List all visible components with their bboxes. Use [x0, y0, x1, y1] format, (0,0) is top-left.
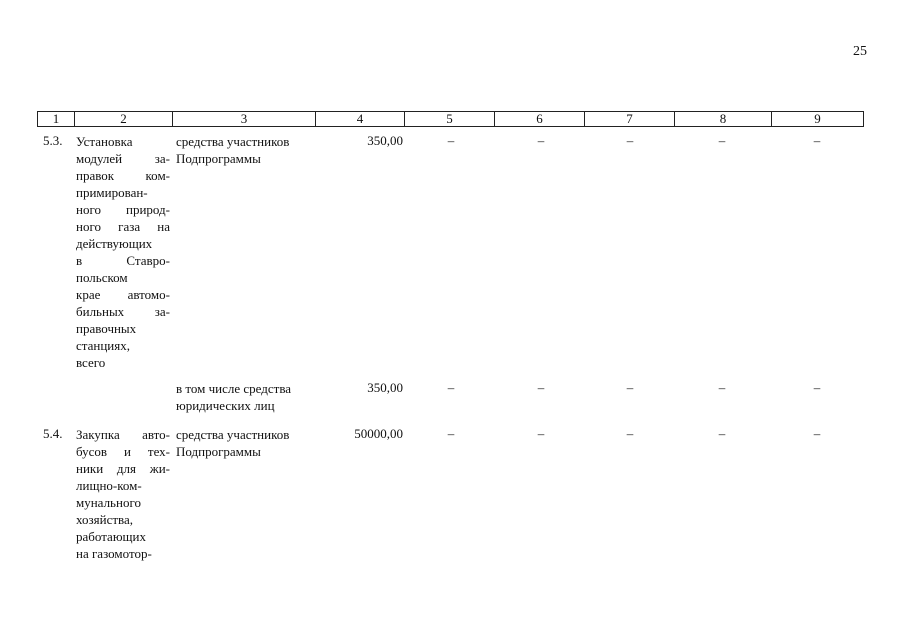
row-number: 5.3.: [43, 133, 63, 148]
column-header-table: [37, 111, 864, 127]
row-name: [76, 426, 170, 562]
row-value: 350,00: [367, 133, 403, 148]
header-col-4: 4: [316, 112, 405, 127]
header-col-5: 5: [405, 112, 495, 127]
row-value: 350,00: [367, 380, 403, 395]
header-col-9: 9: [772, 112, 864, 127]
name-line: всего: [76, 355, 106, 370]
row-dash-col-6: –: [537, 380, 545, 395]
name-line: Закупка авто-: [76, 427, 170, 442]
name-line: правочных: [76, 321, 137, 336]
row-dash-col-9: –: [813, 380, 821, 395]
header-col-8: 8: [675, 112, 772, 127]
row-dash-col-9: –: [813, 426, 821, 441]
row-number: 5.4.: [43, 426, 63, 441]
name-line: примирован-: [76, 185, 148, 200]
header-row: [38, 112, 864, 127]
name-line: ного газа на: [76, 219, 170, 234]
header-col-7: 7: [585, 112, 675, 127]
row-dash-col-5: –: [447, 426, 455, 441]
name-line: бусов и тех-: [76, 444, 170, 459]
name-line: ники для жи-: [76, 461, 170, 476]
header-col-3: 3: [173, 112, 316, 127]
row-dash-col-8: –: [718, 133, 726, 148]
row-dash-col-6: –: [537, 426, 545, 441]
header-col-6: 6: [495, 112, 585, 127]
row-dash-col-5: –: [447, 133, 455, 148]
name-line: польском: [76, 270, 128, 285]
name-line: модулей за-: [76, 151, 170, 166]
name-line: станциях,: [76, 338, 130, 353]
row-dash-col-7: –: [626, 426, 634, 441]
row-value: 50000,00: [354, 426, 403, 441]
name-line: крае автомо-: [76, 287, 170, 302]
header-col-1: 1: [38, 112, 75, 127]
row-dash-col-8: –: [718, 380, 726, 395]
row-dash-col-9: –: [813, 133, 821, 148]
row-dash-col-8: –: [718, 426, 726, 441]
name-line: работающих: [76, 529, 147, 544]
name-line: действующих: [76, 236, 153, 251]
name-line: в Ставро-: [76, 253, 170, 268]
name-line: правок ком-: [76, 168, 170, 183]
page-number: 25: [853, 44, 867, 59]
name-line: на газомотор-: [76, 546, 152, 561]
row-dash-col-7: –: [626, 380, 634, 395]
name-line: Установка: [76, 134, 133, 149]
name-line: хозяйства,: [76, 512, 134, 527]
row-dash-col-7: –: [626, 133, 634, 148]
header-col-2: 2: [75, 112, 173, 127]
row-source: средства участников Подпрограммы: [176, 134, 290, 166]
name-line: ного природ-: [76, 202, 170, 217]
row-dash-col-6: –: [537, 133, 545, 148]
row-source: средства участников Подпрограммы: [176, 427, 290, 459]
row-dash-col-5: –: [447, 380, 455, 395]
row-source: в том числе средства юридических лиц: [176, 381, 292, 413]
name-line: мунального: [76, 495, 141, 510]
name-line: бильных за-: [76, 304, 170, 319]
name-line: лищно-ком-: [76, 478, 142, 493]
row-name: [76, 133, 170, 371]
